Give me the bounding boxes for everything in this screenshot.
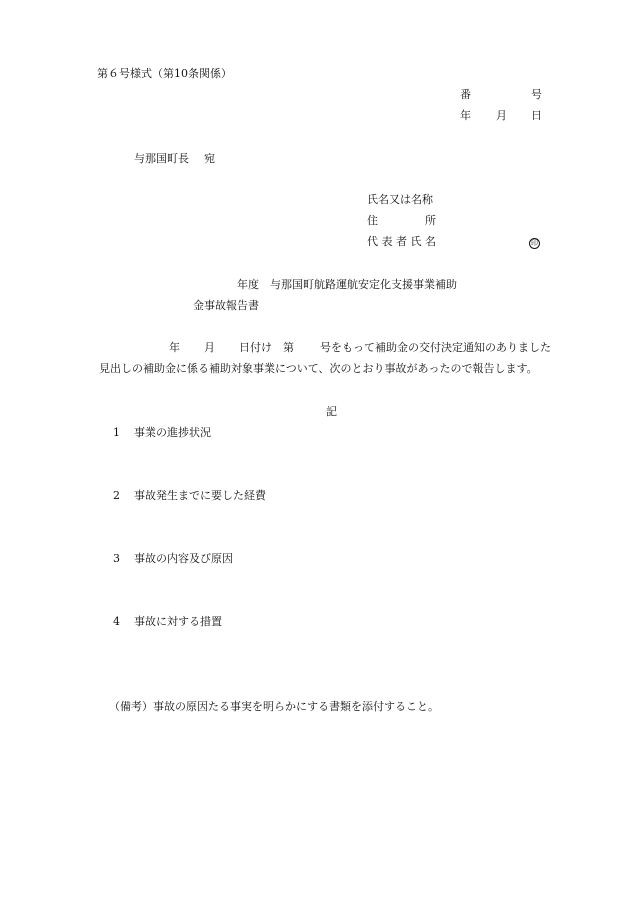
item-3-number: 3 [113,552,120,565]
title-line-1: 年度 与那国町航路運航安定化支援事業補助 [237,278,457,291]
body-month: 月 [204,341,215,354]
item-4-number: 4 [113,615,120,628]
body-line-2: 見出しの補助金に係る補助対象事業について、次のとおり事故があったので報告します。 [99,362,538,375]
item-2-label: 事故発生までに要した経費 [134,489,266,502]
number-ban: 番 [460,88,471,101]
applicant-name-label: 氏名又は名称 [367,193,433,206]
item-4-label: 事故に対する措置 [134,615,222,628]
date-day: 日 [531,109,542,122]
form-label: 第６号様式（第10条関係） [97,67,232,80]
date-month: 月 [496,109,507,122]
applicant-address-label-1: 住 [367,214,378,227]
body-line-1-rest: 号をもって補助金の交付決定通知のありました [320,341,551,354]
item-3-label: 事故の内容及び原因 [134,552,233,565]
item-2-number: 2 [113,489,120,502]
body-date: 日付け 第 [239,341,294,354]
seal-icon: 印 [531,239,538,247]
seal-mark [529,236,540,249]
number-go: 号 [531,88,542,101]
applicant-address-label-2: 所 [425,214,436,227]
applicant-rep-label: 代 表 者 氏 名 [367,235,436,248]
note: （備考）事故の原因たる事実を明らかにする書類を添付すること。 [109,700,439,713]
item-1-label: 事業の進捗状況 [134,426,211,439]
body-year: 年 [169,341,180,354]
addressee-name: 与那国町長 [134,152,189,165]
date-year: 年 [460,109,471,122]
addressee-suffix: 宛 [204,152,215,165]
item-1-number: 1 [113,426,120,439]
title-line-2: 金事故報告書 [193,299,259,312]
ki-heading: 記 [326,405,337,418]
